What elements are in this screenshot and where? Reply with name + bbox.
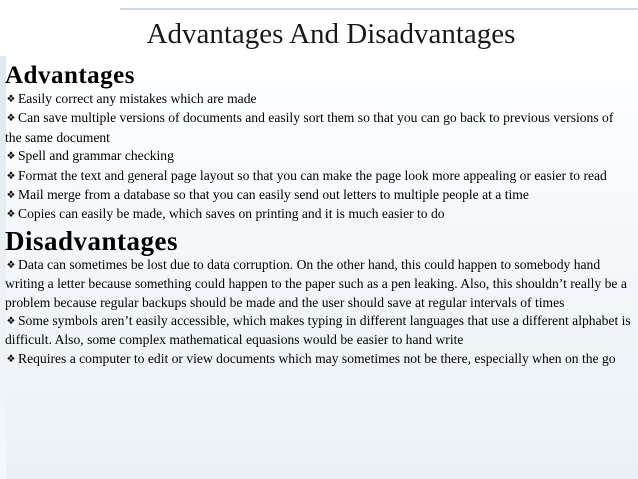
diamond-bullet-icon: ❖ bbox=[6, 170, 16, 182]
list-item-text: Format the text and general page layout so that you can make the page look more appealing or easier to read bbox=[18, 167, 607, 183]
top-divider bbox=[120, 8, 638, 10]
diamond-bullet-icon: ❖ bbox=[6, 209, 16, 221]
list-item bbox=[5, 312, 633, 350]
advantages-list bbox=[5, 90, 633, 225]
diamond-bullet-icon: ❖ bbox=[6, 94, 16, 105]
list-item-text: Mail merge from a database so that you can easily send out letters to multiple people at a time bbox=[18, 187, 529, 203]
list-item bbox=[5, 205, 633, 224]
list-item bbox=[5, 256, 633, 312]
list-item bbox=[5, 147, 633, 166]
diamond-bullet-icon: ❖ bbox=[6, 113, 16, 125]
diamond-bullet-icon: ❖ bbox=[6, 259, 16, 271]
slide-content bbox=[5, 62, 633, 369]
diamond-bullet-icon: ❖ bbox=[6, 190, 16, 202]
disadvantages-heading: Disadvantages bbox=[5, 225, 179, 256]
diamond-bullet-icon: ❖ bbox=[6, 353, 16, 365]
list-item bbox=[5, 350, 633, 369]
disadvantages-list bbox=[5, 256, 633, 369]
list-item-text: Requires a computer to edit or view documents which may sometimes not be there, especially when on the go bbox=[18, 350, 616, 366]
slide-title: Advantages And Disadvantages bbox=[146, 18, 516, 50]
list-item bbox=[5, 90, 633, 109]
advantages-heading: Advantages bbox=[5, 62, 136, 89]
diamond-bullet-icon: ❖ bbox=[6, 316, 16, 328]
list-item-text: Easily correct any mistakes which are made bbox=[18, 91, 257, 106]
list-item-text: Some symbols aren’t easily accessible, which makes typing in different languages that use a different alphabet is difficult. Also, some complex mathematical equasions would be easier to hand write bbox=[5, 313, 631, 348]
list-item bbox=[5, 186, 633, 205]
list-item-text: Data can sometimes be lost due to data corruption. On the other hand, this could happen to somebody hand writing a letter because something could happen to the paper such as a pen leaking. Also, this shouldn’t really be a problem because regular backups should be made and the user should save at regular intervals of times bbox=[5, 256, 627, 310]
list-item-text: Can save multiple versions of documents and easily sort them so that you can go back to previous versions of the same document bbox=[5, 110, 614, 145]
list-item bbox=[5, 109, 633, 147]
list-item-text: Spell and grammar checking bbox=[18, 148, 174, 164]
diamond-bullet-icon: ❖ bbox=[6, 151, 16, 163]
list-item-text: Copies can easily be made, which saves on printing and it is much easier to do bbox=[18, 206, 445, 222]
list-item bbox=[5, 167, 633, 186]
